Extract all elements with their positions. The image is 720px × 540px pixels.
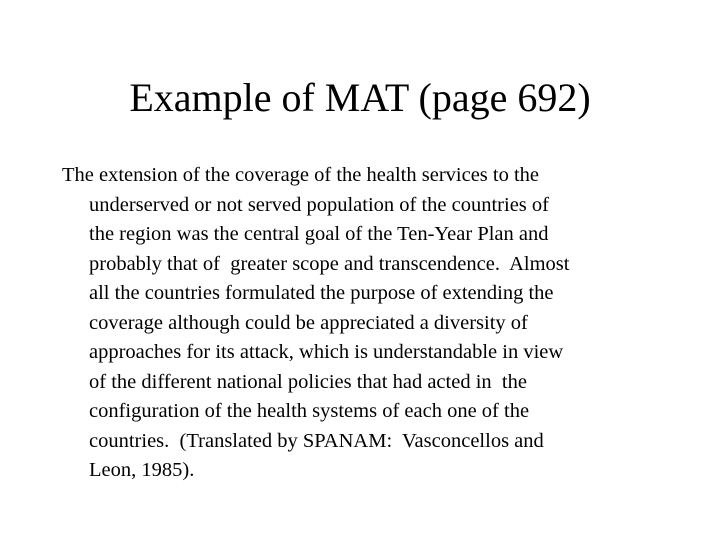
body-line: configuration of the health systems of each one of the (89, 400, 530, 422)
body-line: underserved or not served population of the countries of (89, 193, 549, 216)
body-line: approaches for its attack, which is understandable in view (89, 341, 564, 363)
body-line: probably that of greater scope and transcendence. Almost (89, 252, 570, 275)
body-line: of the different national policies that had acted in the (89, 370, 527, 393)
body-line: the region was the central goal of the Ten-Year Plan and (89, 223, 549, 245)
slide-title: Example of MAT (page 692) (129, 75, 591, 120)
body-line: countries. (Translated by SPANAM: Vasconcellos and (89, 429, 544, 452)
body-line: Leon, 1985). (89, 459, 195, 481)
body-line: coverage although could be appreciated a diversity of (89, 311, 528, 334)
body-line: all the countries formulated the purpose of extending the (89, 282, 554, 304)
body-line: The extension of the coverage of the health services to the (62, 164, 540, 186)
slide-body-paragraph (62, 161, 672, 486)
